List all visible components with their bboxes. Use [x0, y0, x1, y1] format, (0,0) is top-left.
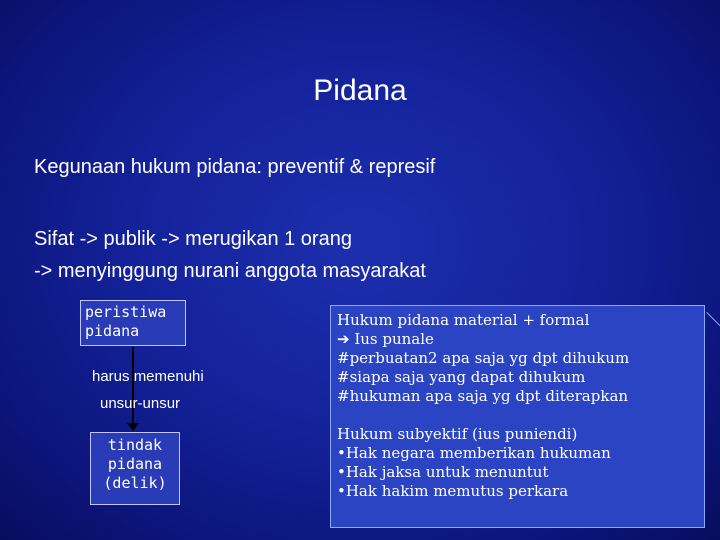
info-line: •Hak jaksa untuk menuntut	[337, 463, 549, 481]
tindak-pidana-box	[90, 432, 180, 505]
down-arrow-shaft	[132, 347, 134, 427]
info-line: •Hak hakim memutus perkara	[337, 482, 569, 500]
tindak-line: tindak	[107, 436, 163, 454]
slide-title: Pidana	[313, 74, 407, 107]
unsur-unsur-label: unsur-unsur	[100, 395, 181, 412]
info-line: ➔ Ius punale	[337, 330, 434, 348]
pidana-line: pidana	[85, 322, 140, 340]
sifat-line-1: Sifat -> publik -> merugikan 1 orang	[34, 228, 352, 250]
hukum-info-box	[330, 305, 705, 528]
peristiwa-pidana-box	[80, 300, 186, 346]
harus-memenuhi-label: harus memenuhi	[92, 368, 204, 385]
down-arrow-icon	[127, 423, 139, 431]
sifat-line-2: -> menyinggung nurani anggota masyarakat	[34, 260, 426, 282]
delik-line: (delik)	[103, 474, 167, 492]
info-line: #perbuatan2 apa saja yg dpt dihukum	[337, 349, 630, 367]
decorative-line	[706, 312, 720, 330]
peristiwa-line: peristiwa	[85, 303, 167, 321]
info-line: Hukum subyektif (ius puniendi)	[337, 425, 578, 443]
kegunaan-line: Kegunaan hukum pidana: preventif & represif	[34, 156, 436, 178]
info-line: •Hak negara memberikan hukuman	[337, 444, 611, 462]
tindak-pidana-line: pidana	[107, 455, 163, 473]
spacer	[337, 406, 698, 425]
info-line: Hukum pidana material + formal	[337, 311, 590, 329]
info-line: #hukuman apa saja yg dpt diterapkan	[337, 387, 629, 405]
info-line: #siapa saja yang dapat dihukum	[337, 368, 586, 386]
